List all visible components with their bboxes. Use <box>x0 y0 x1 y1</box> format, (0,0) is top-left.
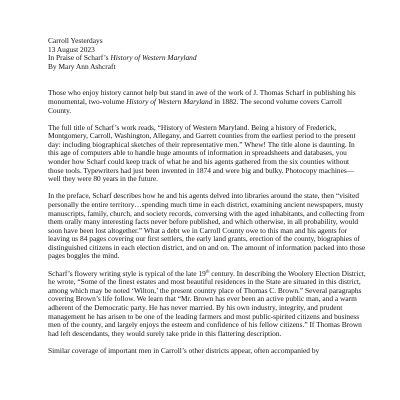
superscript: th <box>205 268 210 274</box>
paragraph-text: century. In describing the Woolery Election District, he wrote, “Some of the finest estates and most beautiful residences in the State are situated in this district, among which may be noted ‘Wilton,’ the present country place of Thomas C. Brown.” Several paragraphs covering Brown’s life follow. We learn that “Mr. Brown has ever been an active public man, and a warm adherent of the Democratic party. He has never married. By his own industry, integrity, and prudent management he has arisen to be one of the leading farmers and most public-spirited citizens and business men of the county, and largely enjoys the esteem and confidence of his fellow citizens.” If Thomas Brown had left descendants, they would surely take pride in this flattering description. <box>48 268 366 338</box>
paragraph-intro <box>48 89 366 115</box>
book-title: History of Western Maryland <box>126 96 213 106</box>
paragraph-similar-coverage: Similar coverage of important men in Carroll’s other districts appear, often accompanied by <box>48 345 320 355</box>
publication-name: Carroll Yesterdays <box>48 36 103 45</box>
paragraph-text: Those who enjoy history cannot help but stand in awe of the work of J. Thomas Scharf in publishing his monumental, two-volume <box>48 88 356 106</box>
paragraph-full-title: The full title of Scharf’s work reads, “History of Western Maryland. Being a history of Frederick, Montgomery, Carroll, Washington, Allegany, and Garrett counties from the earliest period to the present day: including biographical sketches of their representative men.” Whew! The title alone is daunting. In this age of computers able to handle huge amounts of information in spreadsheets and databases, you wonder how Scharf could keep track of what he and his agents gathered from the six counties without those tools. Typewriters had just been invented in 1874 and were big and bulky. Photocopy machines—well they were 80 years in the future. <box>48 122 356 184</box>
paragraph-text: Scharf’s flowery writing style is typical of the late 19 <box>48 268 206 278</box>
article-title-book: History of Western Maryland <box>110 53 197 63</box>
paragraph-text: in 1882. The second volume covers Carroll County. <box>48 96 342 115</box>
paragraph-writing-style <box>48 270 366 339</box>
article-header <box>48 37 366 71</box>
article-byline: By Mary Ann Ashcraft <box>48 61 116 71</box>
paragraph-preface: In the preface, Scharf describes how he and his agents delved into libraries around the state, then “visited personally the entire territory…spending much time in each district, examining ancient newspapers, musty manuscripts, family, church, and society records, conversing with the aged inhabitants, and collecting from them orally many interesting facts never before published, and which otherwise, in all probability, would soon have been lost altogether.” What a debt we in Carroll County owe to this man and his agents for leaving us 84 pages covering our first settlers, the early land grants, erection of the county, biographies of distinguished citizens in each election district, and on and on. The amount of information packed into those pages boggles the mind. <box>48 191 366 261</box>
article-date: 13 August 2023 <box>48 44 95 54</box>
article-title-text: In Praise of Scharf’s <box>48 53 111 63</box>
